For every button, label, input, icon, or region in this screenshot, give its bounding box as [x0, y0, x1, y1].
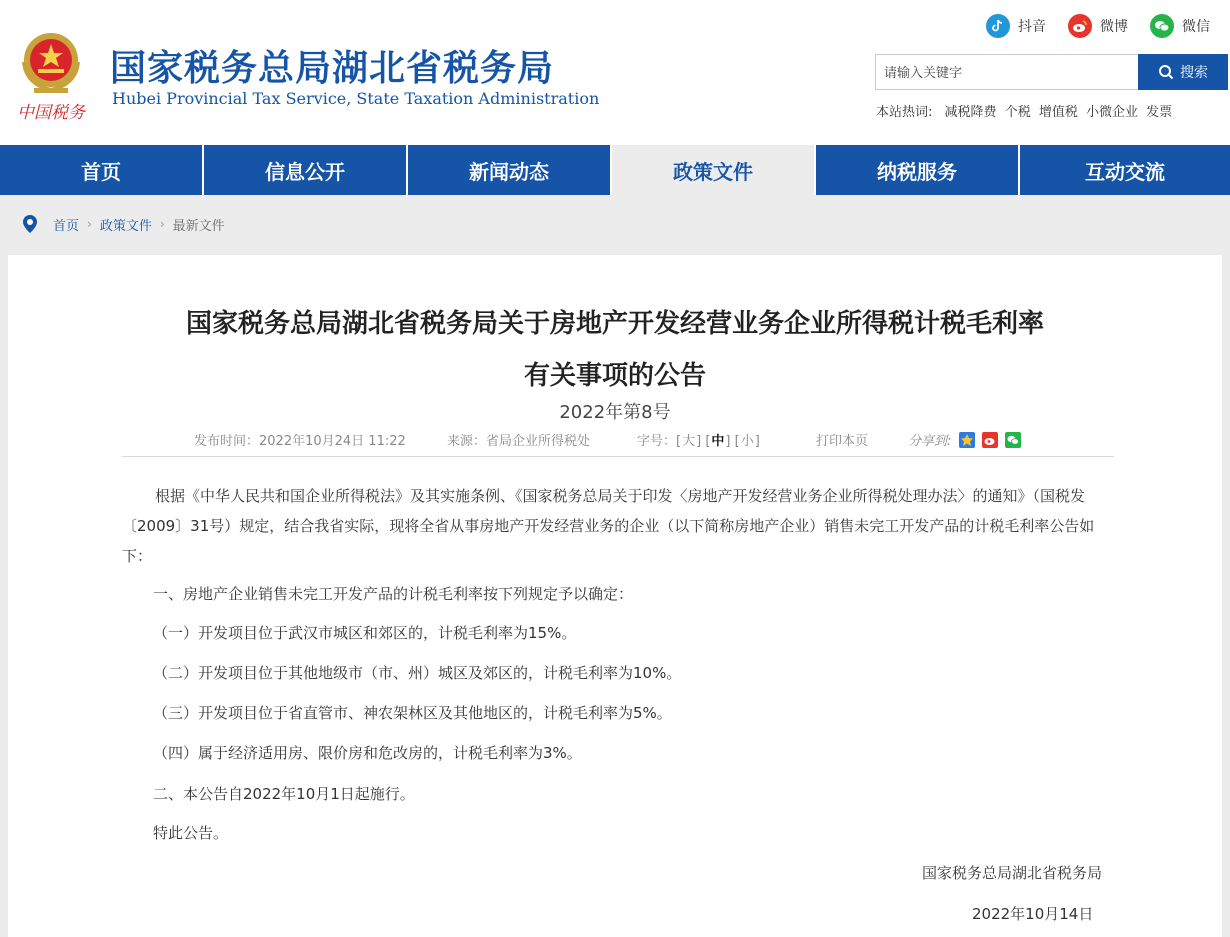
hotword-link[interactable]: 个税: [1004, 105, 1031, 120]
douyin-icon: [986, 14, 1010, 38]
article-paragraph: 根据《中华人民共和国企业所得税法》及其实施条例、《国家税务总局关于印发〈房地产开发经营业务企业所得税处理办法〉的通知》（国税发〔2009〕31号）规定，结合我省实际，现将全省从事房地产开发经营业务的企业（以下简称房地产企业）销售未完工开发产品的计税毛利率公告如下：: [122, 487, 1095, 565]
article-closing: 特此公告。: [153, 824, 229, 842]
hotwords: [876, 101, 1172, 120]
article-date: 2022年10月14日: [972, 905, 1094, 923]
chevron-right-icon: ›: [159, 217, 165, 231]
article-number: 2022年第8号: [559, 402, 671, 423]
wechat-link[interactable]: [1150, 14, 1210, 38]
nav-policy-documents[interactable]: 政策文件: [612, 145, 816, 195]
breadcrumb-current[interactable]: 最新文件: [172, 218, 225, 234]
article-title-line2: 有关事项的公告: [523, 361, 706, 391]
article-item-1: （一）开发项目位于武汉市城区和郊区的，计税毛利率为15%。: [153, 624, 577, 642]
search-button-label: 搜索: [1180, 65, 1208, 81]
font-size-large[interactable]: 大: [682, 434, 696, 449]
nav-news[interactable]: 新闻动态: [408, 145, 612, 195]
article-clause-2: 二、本公告自2022年10月1日起施行。: [153, 785, 415, 803]
share-label: 分享到:: [908, 434, 952, 449]
wechat-share-icon[interactable]: [1005, 432, 1021, 448]
search-button[interactable]: [1138, 54, 1228, 90]
article-item-4: （四）属于经济适用房、限价房和危改房的，计税毛利率为3%。: [153, 744, 582, 762]
douyin-label: 抖音: [1018, 19, 1046, 35]
nav-info-disclosure[interactable]: 信息公开: [204, 145, 408, 195]
meta-divider: [122, 456, 1114, 457]
wechat-icon: [1150, 14, 1174, 38]
search-icon: [1158, 64, 1174, 80]
article-source: 来源：省局企业所得税处: [447, 434, 591, 449]
nav-tax-services[interactable]: 纳税服务: [816, 145, 1020, 195]
article-title-line1: 国家税务总局湖北省税务局关于房地产开发经营业务企业所得税计税毛利率: [185, 309, 1044, 339]
tax-emblem-logo[interactable]: [12, 22, 90, 130]
breadcrumb-home[interactable]: 首页: [53, 218, 80, 234]
site-title[interactable]: 国家税务总局湖北省税务局: [110, 48, 555, 89]
article-clause-1: 一、房地产企业销售未完工开发产品的计税毛利率按下列规定予以确定：: [153, 585, 634, 603]
site-header: [0, 0, 1230, 145]
font-size-label: 字号：: [637, 434, 677, 449]
article-card: [8, 255, 1222, 937]
hotword-link[interactable]: 减税降费: [944, 105, 997, 120]
print-link[interactable]: 打印本页: [816, 434, 869, 449]
nav-interaction[interactable]: 互动交流: [1085, 159, 1165, 184]
weibo-link[interactable]: [1068, 14, 1128, 38]
breadcrumb: [22, 214, 225, 234]
article-item-3: （三）开发项目位于省直管市、神农架林区及其他地区的，计税毛利率为5%。: [153, 704, 672, 722]
search-bar: [875, 54, 1228, 90]
font-size-small[interactable]: 小: [740, 434, 754, 449]
publish-time: 发布时间：2022年10月24日 11:22: [194, 434, 406, 449]
font-size-control: 字号：[大] [中] [小]: [637, 434, 760, 449]
article-item-2: （二）开发项目位于其他地级市（市、州）城区及郊区的，计税毛利率为10%。: [153, 664, 682, 682]
location-pin-icon: [22, 214, 38, 234]
site-subtitle: Hubei Provincial Tax Service, State Taxation Administration: [112, 89, 600, 108]
hotwords-label: 本站热词:: [876, 105, 933, 120]
weibo-icon: [1068, 14, 1092, 38]
emblem-text: 中国税务: [17, 103, 85, 123]
main-nav: [0, 145, 1230, 195]
douyin-link[interactable]: [986, 14, 1046, 38]
qzone-icon[interactable]: [959, 432, 975, 448]
share-bar: [908, 430, 1021, 449]
wechat-label: 微信: [1182, 19, 1210, 35]
chevron-right-icon: ›: [87, 217, 92, 231]
font-size-medium[interactable]: 中: [711, 434, 725, 449]
article-signature: 国家税务总局湖北省税务局: [922, 864, 1103, 882]
hotword-link[interactable]: 增值税: [1038, 105, 1078, 120]
hotword-link[interactable]: 发票: [1146, 105, 1173, 120]
weibo-share-icon[interactable]: [982, 432, 998, 448]
nav-home[interactable]: 首页: [0, 145, 204, 195]
hotword-link[interactable]: 小微企业: [1086, 105, 1139, 120]
weibo-label: 微博: [1100, 19, 1128, 35]
breadcrumb-policy[interactable]: 政策文件: [99, 218, 152, 234]
search-input[interactable]: [875, 54, 1138, 90]
